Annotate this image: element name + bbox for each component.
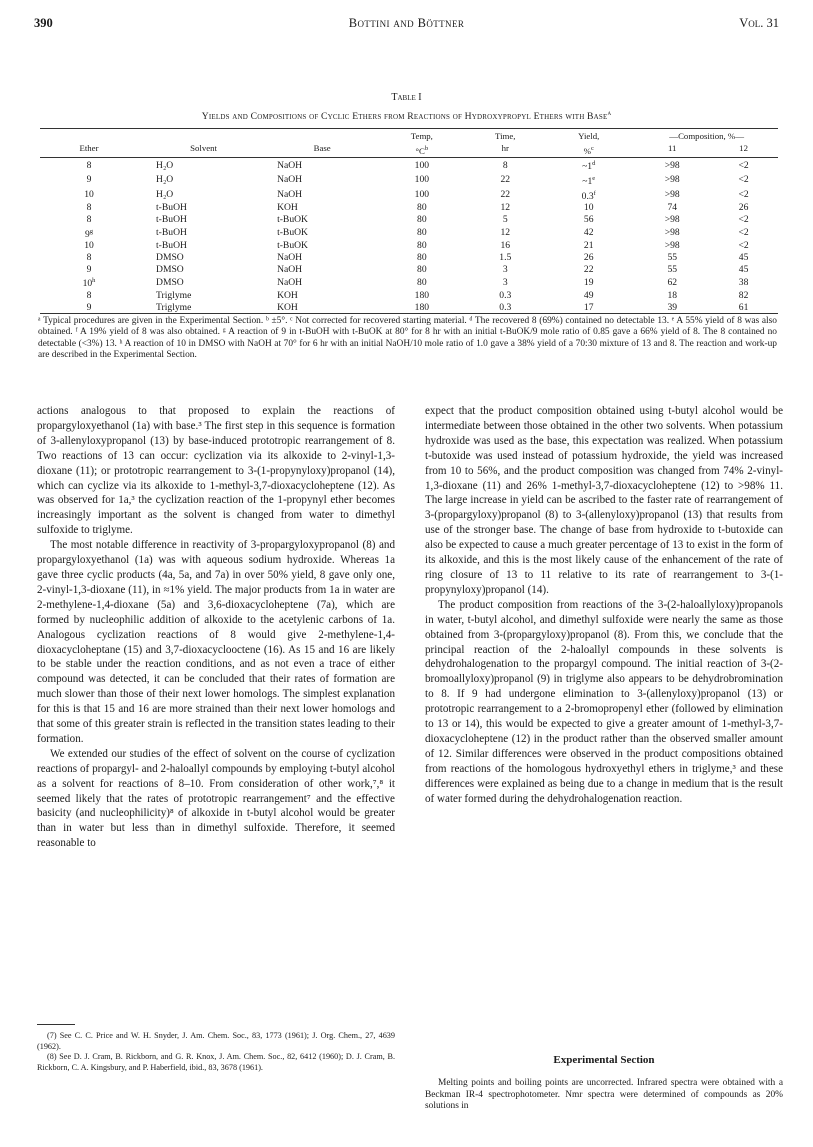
solvent-cell: t-BuOH — [156, 227, 187, 239]
table-footnotes: ᵃ Typical procedures are given in the Experimental Section. ᵇ ±5°. ᶜ Not corrected for recovered starting material. ᵈ The recovered 8 (69%) contained no detectable 13. ᵉ A 55% yield of 8 was also obtained. ᶠ A 19% yield of 8 was also obtained. ᵍ A reaction of 9 in t-BuOH with t-BuOK at 80° for 8 hr with an initial t-BuOK/9 mole ratio of 0.85 gave a 66% yield of 8. The 8 contained no detectable (<3%) 13. ʰ A reaction of 10 in DMSO with NaOH at 70° for 6 hr with an initial NaOH/10 mole ratio of 1.0 gave a 38% yield of a 70:30 mixture of 13 and 8. The reaction and work-up are described in the Experimental Section. — [38, 316, 777, 361]
ether-cell: 8 — [86, 202, 92, 214]
solvent-cell: DMSO — [156, 252, 184, 264]
table-row — [40, 188, 778, 203]
experimental-paragraph: Melting points and boiling points are uncorrected. Infrared spectra were obtained with a Beckman IR-4 spectrophotometer. Nmr spectra were determined of compounds as 20% solutions in — [425, 1078, 783, 1112]
right-column — [425, 404, 783, 806]
yield-cell: 17 — [542, 302, 635, 314]
temp-cell: 80 — [417, 240, 427, 252]
base-cell: KOH — [277, 202, 298, 214]
comp-12-cell: <2 — [738, 240, 749, 252]
time-cell: 12 — [500, 202, 511, 214]
comp-11-cell: >98 — [664, 159, 680, 171]
col-yield: Yield, — [578, 131, 600, 141]
temp-cell: 80 — [417, 252, 427, 264]
yield-cell: ~1$^d$ — [582, 160, 596, 173]
ether-cell: 8 — [86, 252, 92, 264]
table-row — [40, 302, 778, 314]
table-row — [40, 290, 778, 302]
reference-7: (7) See C. C. Price and W. H. Snyder, J. Am. Chem. Soc., 83, 1773 (1961); J. Org. Chem., 27, 4639 (1962). — [37, 1031, 395, 1051]
yield-cell: 49 — [583, 289, 594, 301]
yield-cell: 21 — [583, 240, 594, 252]
comp-12-cell: <2 — [738, 159, 749, 171]
solvent-cell: Triglyme — [156, 289, 192, 301]
base-cell: KOH — [269, 302, 375, 314]
base-cell: KOH — [277, 289, 298, 301]
ether-cell: 10 — [84, 240, 94, 252]
col-time-unit: hr — [468, 143, 542, 158]
table-body — [40, 158, 778, 314]
temp-cell: 180 — [414, 289, 430, 301]
table-row — [40, 214, 778, 226]
reference-8: (8) See D. J. Cram, B. Rickborn, and G. R. Knox, J. Am. Chem. Soc., 82, 6412 (1960); D. J. Cram, B. Rickborn, C. A. Kingsbury, and P. Haberfield, ibid., 83, 3678 (1961). — [37, 1052, 395, 1072]
col-ether: Ether — [40, 143, 138, 158]
left-paragraph-1: actions analogous to that proposed to explain the reactions of propargyloxyethanol (1a) with base.³ The first step in this sequence is formation of 3-allenyloxypropanol (13) by base-induced prototropic rearrangement of 8. Two reactions of 13 can occur: cyclization via its alkoxide to 2-vinyl-1,3-dioxane (11); or prototropic rearrangement to 3-(1-propynyloxy)propanol (14), which can cyclize via its alkoxide to 1-methyl-3,7-dioxacycloheptene (12). As was observed for 1a,³ the cyclization reaction of the 1-propynyl ether becomes increasingly important as the solvent is changed from water to dimethyl sulfoxide to triglyme. — [37, 405, 395, 537]
time-cell: 1.5 — [499, 252, 512, 264]
solvent-cell: H₂O — [156, 174, 174, 186]
comp-11-cell: 62 — [667, 276, 678, 288]
right-paragraph-1: expect that the product composition obtained using t-butyl alcohol would be intermediate between those obtained in the other two solvents. When potassium hydroxide was used as the base, this expectation was realized. When potassium t-butoxide was used instead of potassium hydroxide, the yield was increased from 10 to 56%, and the product composition was changed from 74% 2-vinyl-1,3-dioxane (11) and 26% 1-methyl-3,7-dioxacycloheptene (12) to >98% 11. The large increase in yield can be ascribed to the faster rate of rearrangement of 3-(propargyloxy)propanol (8) to 3-(allenyloxy)propanol (13) that results from use of the stronger base. The change of base from hydroxide to t-butoxide can also be expected to cause a much greater percentage of 13 to exist in the form of its alkoxide, and this is the most likely cause of the enhancement of the rate of ring closure of 13 to 11 relative to its rate of rearrangement to 3-(1-propynyloxy)propanol (14). — [425, 405, 783, 596]
temp-cell: 80 — [417, 263, 427, 275]
time-cell: 0.3 — [499, 289, 512, 301]
solvent-cell: H₂O — [156, 189, 174, 201]
table-title-text: Yields and Compositions of Cyclic Ethers from Reactions of Hydroxypropyl Ethers with Base — [201, 111, 608, 123]
yield-cell: 22 — [583, 263, 594, 275]
base-cell: t-BuOK — [277, 227, 308, 239]
ether-cell: 9 — [86, 263, 92, 275]
time-cell: 22 — [500, 174, 511, 186]
comp-11-cell: >98 — [664, 240, 680, 252]
col-yield-unit: %$^c$ — [542, 143, 635, 158]
time-cell: 5 — [502, 214, 508, 226]
temp-cell: 100 — [414, 174, 430, 186]
comp-12-cell: 82 — [738, 289, 749, 301]
comp-11-cell: 39 — [635, 302, 709, 314]
solvent-cell: H₂O — [156, 159, 174, 171]
time-cell: 8 — [502, 159, 508, 171]
time-cell: 22 — [500, 189, 511, 201]
page-header — [34, 16, 779, 34]
solvent-cell: DMSO — [156, 263, 184, 275]
base-cell: NaOH — [277, 276, 303, 288]
right-paragraph-2: The product composition from reactions of the 3-(2-haloallyloxy)propanols in water, t-butyl alcohol, and dimethyl sulfoxide were nearly the same as those obtained from 3-(propargyloxy)propanol (8). From this, we conclude that the principal reaction of the 2-haloallyl compounds in these solvents is dehydrohalogenation to the propargyl compound. The initial reaction of 3-(2-bromoallyloxy)propanol (9) in triglyme also appears to be dehydrobromination to 8. If 9 had undergone elimination to 3-(allenyloxy)propanol (13) or prototropic rearrangement to a 2-bromopropenyl ether (followed by elimination to 13 or 14), this would be expected to give a greater amount of 1-methyl-3,7-dioxacycloheptene (12) in the product rather than the observed smaller amount of 12. Similar differences were observed in the product compositions obtained from reactions of the homologous hydroxyethyl ethers in triglyme,³ and these differences were explained as being due to a change in medium that is the result of water formed during the dehydrohalogenation reaction. — [425, 598, 783, 805]
ether-cell: 10$^h$ — [82, 277, 96, 290]
col-temp: Temp, — [410, 131, 433, 141]
temp-cell: 100 — [414, 159, 430, 171]
table-title — [0, 109, 813, 122]
table-row — [40, 264, 778, 276]
base-cell: t-BuOK — [277, 214, 308, 226]
yield-cell: 42 — [583, 227, 594, 239]
ether-cell: 10 — [84, 189, 94, 201]
comp-11-cell: 55 — [667, 263, 678, 275]
volume-label: Vol. 31 — [739, 16, 779, 30]
comp-11-cell: >98 — [664, 214, 680, 226]
col-base: Base — [269, 143, 375, 158]
comp-11-cell: 55 — [667, 252, 678, 264]
base-cell: t-BuOK — [277, 240, 308, 252]
table-row — [40, 275, 778, 290]
solvent-cell: Triglyme — [138, 302, 269, 314]
left-paragraph-3: We extended our studies of the effect of solvent on the course of cyclization reactions of propargyl- and 2-haloallyl compounds by employing t-butyl alcohol as a solvent for reactions of 8–10. From consideration of other work,⁷,⁸ it seemed likely that the rates of prototropic rearrangement⁷ and the effective basicity (and nucleophilicity)⁸ of alkoxide in t-butyl alcohol would be greater than in water but less than in dimethyl sulfoxide. Therefore, it seemed reasonable to — [37, 747, 395, 850]
base-cell: NaOH — [277, 174, 303, 186]
temp-cell: 80 — [417, 214, 427, 226]
table-row — [40, 173, 778, 188]
ether-cell: 8 — [86, 159, 92, 171]
base-cell: NaOH — [277, 189, 303, 201]
time-cell: 0.3 — [468, 302, 542, 314]
yield-cell: 10 — [583, 202, 594, 214]
comp-12-cell: 61 — [709, 302, 778, 314]
yields-table — [40, 128, 778, 314]
table-row — [40, 252, 778, 264]
temp-cell: 80 — [417, 202, 427, 214]
comp-12-cell: <2 — [738, 189, 749, 201]
experimental-section-title: Experimental Section — [553, 1054, 655, 1066]
table-row — [40, 240, 778, 252]
base-cell: NaOH — [277, 263, 303, 275]
time-cell: 12 — [500, 227, 511, 239]
temp-cell: 180 — [375, 302, 468, 314]
table-row — [40, 158, 778, 173]
comp-12-cell: <2 — [738, 214, 749, 226]
ether-cell: 9$^g$ — [84, 227, 94, 240]
references-rule — [37, 1024, 75, 1025]
left-paragraph-2: The most notable difference in reactivity of 3-propargyloxypropanol (8) and propargyloxyethanol (1a) was with aqueous sodium hydroxide. Whereas 1a gave three cyclic products (4a, 5a, and 7a) in over 50% yield, 8 gave only one, 2-vinyl-1,3-dioxane (11), in ≈1% yield. The major products from 1a in water are 2-methylene-1,4-dioxane (5a) and 3,6-dioxacycloheptene (7a), which are formed by nucleophilic addition of alkoxide to the acetylenic carbons of 1a. Analogous cyclization reactions of 8 would give 2-methylene-1,4-dioxacycloheptane (15) and 3,7-dioxacyclooctene (16). As 15 and 16 are likely to be stable under the reaction conditions, and as not even a trace of either compound was detected, it can be concluded that their rates of formation are much slower than those of their next lower homologs. The simplest explanation for this is that 15 and 16 are more strained than their next lower homologs and that some of this greater strain is reflected in the transition states leading to their formation. — [37, 539, 395, 745]
comp-12-cell: <2 — [738, 174, 749, 186]
left-column — [37, 404, 395, 851]
base-cell: NaOH — [277, 159, 303, 171]
table-row — [40, 202, 778, 214]
solvent-cell: t-BuOH — [156, 214, 187, 226]
comp-11-cell: 18 — [667, 289, 678, 301]
running-title: Bottini and Böttner — [348, 16, 465, 30]
comp-12-cell: 45 — [738, 252, 749, 264]
col-composition: —Composition, %— — [669, 131, 745, 141]
base-cell: NaOH — [277, 252, 303, 264]
comp-12-cell: <2 — [738, 227, 749, 239]
yield-cell: 56 — [583, 214, 594, 226]
yield-cell: 26 — [583, 252, 594, 264]
time-cell: 3 — [502, 263, 508, 275]
ether-cell: 9 — [40, 302, 138, 314]
temp-cell: 80 — [417, 227, 427, 239]
yield-cell: ~1e — [582, 174, 596, 188]
col-solvent: Solvent — [138, 143, 269, 158]
ether-cell: 9 — [86, 174, 92, 186]
comp-11-cell: >98 — [664, 174, 680, 186]
solvent-cell: t-BuOH — [156, 202, 187, 214]
col-temp-unit: $^\circ C^b$ — [375, 143, 468, 158]
ether-cell: 8 — [86, 214, 92, 226]
comp-11-cell: 74 — [667, 202, 678, 214]
experimental-section-body — [425, 1078, 783, 1113]
comp-12-cell: 45 — [738, 263, 749, 275]
comp-12-cell: 38 — [738, 276, 749, 288]
solvent-cell: t-BuOH — [156, 240, 187, 252]
time-cell: 16 — [500, 240, 511, 252]
comp-11-cell: >98 — [664, 189, 680, 201]
ether-cell: 8 — [86, 289, 92, 301]
temp-cell: 100 — [414, 189, 430, 201]
yield-cell: 0.3$^f$ — [581, 189, 596, 202]
yield-cell: 19 — [583, 276, 594, 288]
temp-cell: 80 — [417, 276, 427, 288]
comp-11-cell: >98 — [664, 227, 680, 239]
page-number: 390 — [34, 16, 53, 30]
solvent-cell: DMSO — [156, 276, 184, 288]
time-cell: 3 — [502, 276, 508, 288]
col-time: Time, — [495, 131, 516, 141]
col-comp-11: 11 — [635, 143, 709, 158]
col-comp-12: 12 — [709, 143, 778, 158]
references — [37, 1031, 395, 1073]
table-label: Table I — [391, 92, 422, 103]
table-title-note: a — [607, 109, 612, 117]
comp-12-cell: 26 — [738, 202, 749, 214]
table-row — [40, 226, 778, 241]
